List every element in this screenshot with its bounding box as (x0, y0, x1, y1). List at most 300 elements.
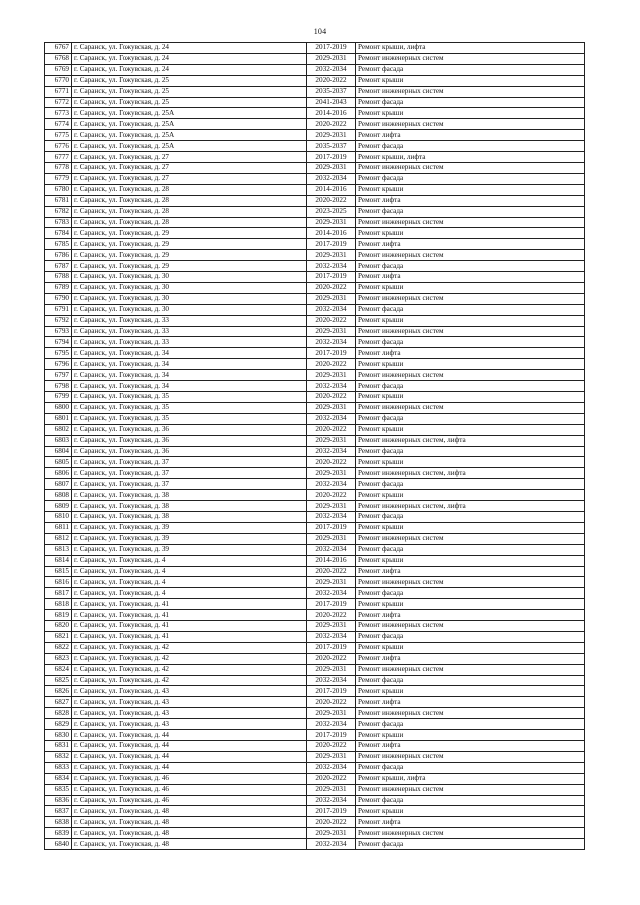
row-number: 6769 (45, 64, 72, 75)
table-row (45, 588, 585, 599)
table-row (45, 599, 585, 610)
row-number: 6773 (45, 108, 72, 119)
address-cell: г. Саранск, ул. Гожувская, д. 35 (72, 402, 307, 413)
period-cell: 2029-2031 (307, 293, 356, 304)
row-number: 6789 (45, 282, 72, 293)
period-cell: 2020-2022 (307, 282, 356, 293)
work-type-cell: Ремонт лифта (356, 610, 585, 621)
work-type-cell: Ремонт крыши (356, 730, 585, 741)
table-row (45, 282, 585, 293)
period-cell: 2020-2022 (307, 817, 356, 828)
period-cell: 2017-2019 (307, 43, 356, 54)
address-cell: г. Саранск, ул. Гожувская, д. 39 (72, 533, 307, 544)
work-type-cell: Ремонт фасада (356, 839, 585, 850)
address-cell: г. Саранск, ул. Гожувская, д. 25 (72, 86, 307, 97)
period-cell: 2020-2022 (307, 741, 356, 752)
work-type-cell: Ремонт инженерных систем (356, 250, 585, 261)
period-cell: 2032-2034 (307, 261, 356, 272)
table-row (45, 435, 585, 446)
address-cell: г. Саранск, ул. Гожувская, д. 48 (72, 817, 307, 828)
work-type-cell: Ремонт фасада (356, 337, 585, 348)
row-number: 6795 (45, 348, 72, 359)
table-row (45, 533, 585, 544)
table-row (45, 642, 585, 653)
row-number: 6777 (45, 152, 72, 163)
row-number: 6839 (45, 828, 72, 839)
address-cell: г. Саранск, ул. Гожувская, д. 28 (72, 184, 307, 195)
address-cell: г. Саранск, ул. Гожувская, д. 30 (72, 293, 307, 304)
address-cell: г. Саранск, ул. Гожувская, д. 36 (72, 446, 307, 457)
row-number: 6779 (45, 173, 72, 184)
row-number: 6827 (45, 697, 72, 708)
work-type-cell: Ремонт крыши (356, 806, 585, 817)
table-row (45, 741, 585, 752)
address-cell: г. Саранск, ул. Гожувская, д. 27 (72, 162, 307, 173)
table-row (45, 348, 585, 359)
table-row (45, 75, 585, 86)
row-number: 6835 (45, 784, 72, 795)
table-row (45, 762, 585, 773)
period-cell: 2014-2016 (307, 108, 356, 119)
period-cell: 2032-2034 (307, 381, 356, 392)
work-type-cell: Ремонт инженерных систем (356, 370, 585, 381)
address-cell: г. Саранск, ул. Гожувская, д. 38 (72, 511, 307, 522)
row-number: 6800 (45, 402, 72, 413)
table-row (45, 751, 585, 762)
table-row (45, 577, 585, 588)
row-number: 6794 (45, 337, 72, 348)
work-type-cell: Ремонт крыши (356, 75, 585, 86)
work-type-cell: Ремонт фасада (356, 675, 585, 686)
address-cell: г. Саранск, ул. Гожувская, д. 30 (72, 272, 307, 283)
table-row (45, 337, 585, 348)
table-row (45, 468, 585, 479)
address-cell: г. Саранск, ул. Гожувская, д. 44 (72, 751, 307, 762)
address-cell: г. Саранск, ул. Гожувская, д. 4 (72, 577, 307, 588)
table-row (45, 784, 585, 795)
period-cell: 2020-2022 (307, 653, 356, 664)
address-cell: г. Саранск, ул. Гожувская, д. 42 (72, 664, 307, 675)
period-cell: 2032-2034 (307, 479, 356, 490)
address-cell: г. Саранск, ул. Гожувская, д. 33 (72, 315, 307, 326)
period-cell: 2020-2022 (307, 566, 356, 577)
period-cell: 2017-2019 (307, 348, 356, 359)
work-type-cell: Ремонт фасада (356, 413, 585, 424)
table-row (45, 141, 585, 152)
row-number: 6767 (45, 43, 72, 54)
address-cell: г. Саранск, ул. Гожувская, д. 25А (72, 108, 307, 119)
period-cell: 2029-2031 (307, 370, 356, 381)
row-number: 6813 (45, 544, 72, 555)
address-cell: г. Саранск, ул. Гожувская, д. 25 (72, 97, 307, 108)
address-cell: г. Саранск, ул. Гожувская, д. 33 (72, 326, 307, 337)
row-number: 6821 (45, 631, 72, 642)
row-number: 6836 (45, 795, 72, 806)
address-cell: г. Саранск, ул. Гожувская, д. 29 (72, 250, 307, 261)
row-number: 6819 (45, 610, 72, 621)
period-cell: 2020-2022 (307, 315, 356, 326)
row-number: 6820 (45, 621, 72, 632)
row-number: 6840 (45, 839, 72, 850)
period-cell: 2032-2034 (307, 64, 356, 75)
work-type-cell: Ремонт инженерных систем (356, 402, 585, 413)
table-row (45, 162, 585, 173)
page-number: 104 (313, 27, 327, 36)
address-cell: г. Саранск, ул. Гожувская, д. 4 (72, 588, 307, 599)
table-row (45, 53, 585, 64)
table-row (45, 686, 585, 697)
table-row (45, 566, 585, 577)
table-row (45, 773, 585, 784)
table-row (45, 457, 585, 468)
row-number: 6812 (45, 533, 72, 544)
period-cell: 2020-2022 (307, 119, 356, 130)
period-cell: 2014-2016 (307, 184, 356, 195)
work-type-cell: Ремонт крыши (356, 108, 585, 119)
work-type-cell: Ремонт инженерных систем (356, 784, 585, 795)
period-cell: 2017-2019 (307, 730, 356, 741)
row-number: 6787 (45, 261, 72, 272)
period-cell: 2032-2034 (307, 795, 356, 806)
work-type-cell: Ремонт фасада (356, 588, 585, 599)
period-cell: 2029-2031 (307, 130, 356, 141)
period-cell: 2032-2034 (307, 304, 356, 315)
work-type-cell: Ремонт фасада (356, 304, 585, 315)
address-cell: г. Саранск, ул. Гожувская, д. 27 (72, 152, 307, 163)
work-type-cell: Ремонт фасада (356, 631, 585, 642)
table-row (45, 206, 585, 217)
work-type-cell: Ремонт лифта (356, 697, 585, 708)
row-number: 6792 (45, 315, 72, 326)
row-number: 6785 (45, 239, 72, 250)
work-type-cell: Ремонт фасада (356, 762, 585, 773)
address-cell: г. Саранск, ул. Гожувская, д. 28 (72, 206, 307, 217)
row-number: 6806 (45, 468, 72, 479)
work-type-cell: Ремонт инженерных систем (356, 751, 585, 762)
table-row (45, 839, 585, 850)
period-cell: 2029-2031 (307, 621, 356, 632)
address-cell: г. Саранск, ул. Гожувская, д. 33 (72, 337, 307, 348)
row-number: 6831 (45, 741, 72, 752)
row-number: 6786 (45, 250, 72, 261)
period-cell: 2020-2022 (307, 195, 356, 206)
row-number: 6830 (45, 730, 72, 741)
row-number: 6780 (45, 184, 72, 195)
table-row (45, 152, 585, 163)
table-row (45, 719, 585, 730)
period-cell: 2029-2031 (307, 501, 356, 512)
table-row (45, 173, 585, 184)
table-row (45, 806, 585, 817)
work-type-cell: Ремонт фасада (356, 97, 585, 108)
table-row (45, 402, 585, 413)
work-type-cell: Ремонт крыши (356, 555, 585, 566)
row-number: 6801 (45, 413, 72, 424)
address-cell: г. Саранск, ул. Гожувская, д. 29 (72, 261, 307, 272)
period-cell: 2032-2034 (307, 544, 356, 555)
row-number: 6768 (45, 53, 72, 64)
row-number: 6834 (45, 773, 72, 784)
address-cell: г. Саранск, ул. Гожувская, д. 38 (72, 490, 307, 501)
work-type-cell: Ремонт крыши (356, 599, 585, 610)
work-type-cell: Ремонт инженерных систем (356, 533, 585, 544)
address-cell: г. Саранск, ул. Гожувская, д. 42 (72, 642, 307, 653)
period-cell: 2029-2031 (307, 53, 356, 64)
work-type-cell: Ремонт лифта (356, 653, 585, 664)
period-cell: 2017-2019 (307, 522, 356, 533)
period-cell: 2032-2034 (307, 762, 356, 773)
row-number: 6808 (45, 490, 72, 501)
address-cell: г. Саранск, ул. Гожувская, д. 36 (72, 435, 307, 446)
row-number: 6783 (45, 217, 72, 228)
row-number: 6824 (45, 664, 72, 675)
period-cell: 2029-2031 (307, 664, 356, 675)
period-cell: 2032-2034 (307, 173, 356, 184)
period-cell: 2032-2034 (307, 839, 356, 850)
address-cell: г. Саранск, ул. Гожувская, д. 46 (72, 795, 307, 806)
table-row (45, 239, 585, 250)
address-cell: г. Саранск, ул. Гожувская, д. 48 (72, 828, 307, 839)
row-number: 6805 (45, 457, 72, 468)
table-row (45, 511, 585, 522)
row-number: 6807 (45, 479, 72, 490)
period-cell: 2029-2031 (307, 250, 356, 261)
row-number: 6838 (45, 817, 72, 828)
row-number: 6784 (45, 228, 72, 239)
period-cell: 2029-2031 (307, 577, 356, 588)
period-cell: 2032-2034 (307, 413, 356, 424)
table-row (45, 708, 585, 719)
work-type-cell: Ремонт инженерных систем (356, 621, 585, 632)
work-type-cell: Ремонт фасада (356, 206, 585, 217)
address-cell: г. Саранск, ул. Гожувская, д. 37 (72, 468, 307, 479)
period-cell: 2020-2022 (307, 424, 356, 435)
address-cell: г. Саранск, ул. Гожувская, д. 46 (72, 784, 307, 795)
table-row (45, 217, 585, 228)
work-type-cell: Ремонт инженерных систем (356, 162, 585, 173)
table-row (45, 315, 585, 326)
work-type-cell: Ремонт инженерных систем (356, 326, 585, 337)
address-cell: г. Саранск, ул. Гожувская, д. 41 (72, 631, 307, 642)
table-row (45, 675, 585, 686)
work-type-cell: Ремонт лифта (356, 130, 585, 141)
row-number: 6770 (45, 75, 72, 86)
period-cell: 2029-2031 (307, 217, 356, 228)
work-type-cell: Ремонт крыши, лифта (356, 152, 585, 163)
period-cell: 2032-2034 (307, 719, 356, 730)
period-cell: 2017-2019 (307, 599, 356, 610)
table-row (45, 261, 585, 272)
row-number: 6771 (45, 86, 72, 97)
address-cell: г. Саранск, ул. Гожувская, д. 30 (72, 304, 307, 315)
address-cell: г. Саранск, ул. Гожувская, д. 42 (72, 653, 307, 664)
address-cell: г. Саранск, ул. Гожувская, д. 28 (72, 217, 307, 228)
row-number: 6823 (45, 653, 72, 664)
work-type-cell: Ремонт фасада (356, 511, 585, 522)
address-cell: г. Саранск, ул. Гожувская, д. 4 (72, 566, 307, 577)
period-cell: 2017-2019 (307, 806, 356, 817)
period-cell: 2029-2031 (307, 533, 356, 544)
table-row (45, 195, 585, 206)
row-number: 6788 (45, 272, 72, 283)
period-cell: 2014-2016 (307, 555, 356, 566)
row-number: 6810 (45, 511, 72, 522)
table-row (45, 97, 585, 108)
address-cell: г. Саранск, ул. Гожувская, д. 34 (72, 370, 307, 381)
work-type-cell: Ремонт фасада (356, 544, 585, 555)
table-row (45, 479, 585, 490)
row-number: 6802 (45, 424, 72, 435)
table-row (45, 293, 585, 304)
table-row (45, 413, 585, 424)
table-row (45, 446, 585, 457)
table-row (45, 817, 585, 828)
address-cell: г. Саранск, ул. Гожувская, д. 48 (72, 839, 307, 850)
address-cell: г. Саранск, ул. Гожувская, д. 43 (72, 708, 307, 719)
period-cell: 2014-2016 (307, 228, 356, 239)
table-row (45, 272, 585, 283)
row-number: 6822 (45, 642, 72, 653)
row-number: 6796 (45, 359, 72, 370)
row-number: 6776 (45, 141, 72, 152)
address-cell: г. Саранск, ул. Гожувская, д. 4 (72, 555, 307, 566)
work-type-cell: Ремонт фасада (356, 381, 585, 392)
period-cell: 2029-2031 (307, 435, 356, 446)
address-cell: г. Саранск, ул. Гожувская, д. 34 (72, 359, 307, 370)
row-number: 6797 (45, 370, 72, 381)
table-row (45, 250, 585, 261)
work-type-cell: Ремонт фасада (356, 173, 585, 184)
work-type-cell: Ремонт лифта (356, 348, 585, 359)
period-cell: 2017-2019 (307, 686, 356, 697)
address-cell: г. Саранск, ул. Гожувская, д. 36 (72, 424, 307, 435)
work-type-cell: Ремонт лифта (356, 195, 585, 206)
work-type-cell: Ремонт крыши (356, 686, 585, 697)
work-type-cell: Ремонт крыши (356, 184, 585, 195)
period-cell: 2029-2031 (307, 326, 356, 337)
work-type-cell: Ремонт крыши (356, 424, 585, 435)
row-number: 6774 (45, 119, 72, 130)
work-type-cell: Ремонт инженерных систем (356, 577, 585, 588)
row-number: 6816 (45, 577, 72, 588)
table-row (45, 653, 585, 664)
address-cell: г. Саранск, ул. Гожувская, д. 37 (72, 479, 307, 490)
table-row (45, 304, 585, 315)
row-number: 6809 (45, 501, 72, 512)
period-cell: 2035-2037 (307, 86, 356, 97)
period-cell: 2017-2019 (307, 642, 356, 653)
work-type-cell: Ремонт крыши (356, 490, 585, 501)
period-cell: 2020-2022 (307, 610, 356, 621)
period-cell: 2017-2019 (307, 152, 356, 163)
table-row (45, 392, 585, 403)
table-row (45, 828, 585, 839)
period-cell: 2029-2031 (307, 828, 356, 839)
row-number: 6815 (45, 566, 72, 577)
address-cell: г. Саранск, ул. Гожувская, д. 39 (72, 544, 307, 555)
address-cell: г. Саранск, ул. Гожувская, д. 29 (72, 239, 307, 250)
period-cell: 2020-2022 (307, 490, 356, 501)
table-row (45, 610, 585, 621)
address-cell: г. Саранск, ул. Гожувская, д. 25 (72, 75, 307, 86)
work-type-cell: Ремонт инженерных систем (356, 828, 585, 839)
table-row (45, 621, 585, 632)
period-cell: 2032-2034 (307, 511, 356, 522)
period-cell: 2017-2019 (307, 239, 356, 250)
row-number: 6817 (45, 588, 72, 599)
period-cell: 2017-2019 (307, 272, 356, 283)
work-type-cell: Ремонт инженерных систем, лифта (356, 501, 585, 512)
work-type-cell: Ремонт лифта (356, 239, 585, 250)
row-number: 6781 (45, 195, 72, 206)
period-cell: 2020-2022 (307, 773, 356, 784)
address-cell: г. Саранск, ул. Гожувская, д. 43 (72, 686, 307, 697)
row-number: 6793 (45, 326, 72, 337)
address-cell: г. Саранск, ул. Гожувская, д. 24 (72, 64, 307, 75)
table-row (45, 381, 585, 392)
period-cell: 2035-2037 (307, 141, 356, 152)
work-type-cell: Ремонт крыши (356, 282, 585, 293)
table-row (45, 631, 585, 642)
period-cell: 2020-2022 (307, 75, 356, 86)
work-type-cell: Ремонт лифта (356, 741, 585, 752)
address-cell: г. Саранск, ул. Гожувская, д. 24 (72, 43, 307, 54)
period-cell: 2032-2034 (307, 675, 356, 686)
row-number: 6804 (45, 446, 72, 457)
address-cell: г. Саранск, ул. Гожувская, д. 34 (72, 348, 307, 359)
work-type-cell: Ремонт крыши (356, 392, 585, 403)
table-row (45, 119, 585, 130)
work-type-cell: Ремонт крыши (356, 642, 585, 653)
row-number: 6828 (45, 708, 72, 719)
work-type-cell: Ремонт фасада (356, 64, 585, 75)
row-number: 6798 (45, 381, 72, 392)
table-row (45, 730, 585, 741)
table-row (45, 795, 585, 806)
work-type-cell: Ремонт инженерных систем (356, 53, 585, 64)
address-cell: г. Саранск, ул. Гожувская, д. 25А (72, 130, 307, 141)
row-number: 6775 (45, 130, 72, 141)
work-type-cell: Ремонт лифта (356, 817, 585, 828)
address-cell: г. Саранск, ул. Гожувская, д. 44 (72, 730, 307, 741)
table-row (45, 501, 585, 512)
table-row (45, 490, 585, 501)
work-type-cell: Ремонт инженерных систем (356, 86, 585, 97)
table-row (45, 86, 585, 97)
period-cell: 2032-2034 (307, 337, 356, 348)
table-row (45, 424, 585, 435)
address-cell: г. Саранск, ул. Гожувская, д. 25А (72, 119, 307, 130)
period-cell: 2032-2034 (307, 588, 356, 599)
period-cell: 2032-2034 (307, 446, 356, 457)
address-cell: г. Саранск, ул. Гожувская, д. 28 (72, 195, 307, 206)
period-cell: 2029-2031 (307, 468, 356, 479)
table-row (45, 184, 585, 195)
work-type-cell: Ремонт инженерных систем (356, 293, 585, 304)
row-number: 6826 (45, 686, 72, 697)
work-type-cell: Ремонт инженерных систем, лифта (356, 435, 585, 446)
row-number: 6791 (45, 304, 72, 315)
work-type-cell: Ремонт крыши (356, 228, 585, 239)
work-type-cell: Ремонт крыши (356, 359, 585, 370)
table-row (45, 326, 585, 337)
row-number: 6832 (45, 751, 72, 762)
period-cell: 2020-2022 (307, 392, 356, 403)
work-type-cell: Ремонт фасада (356, 446, 585, 457)
row-number: 6790 (45, 293, 72, 304)
period-cell: 2020-2022 (307, 457, 356, 468)
work-type-cell: Ремонт крыши (356, 522, 585, 533)
